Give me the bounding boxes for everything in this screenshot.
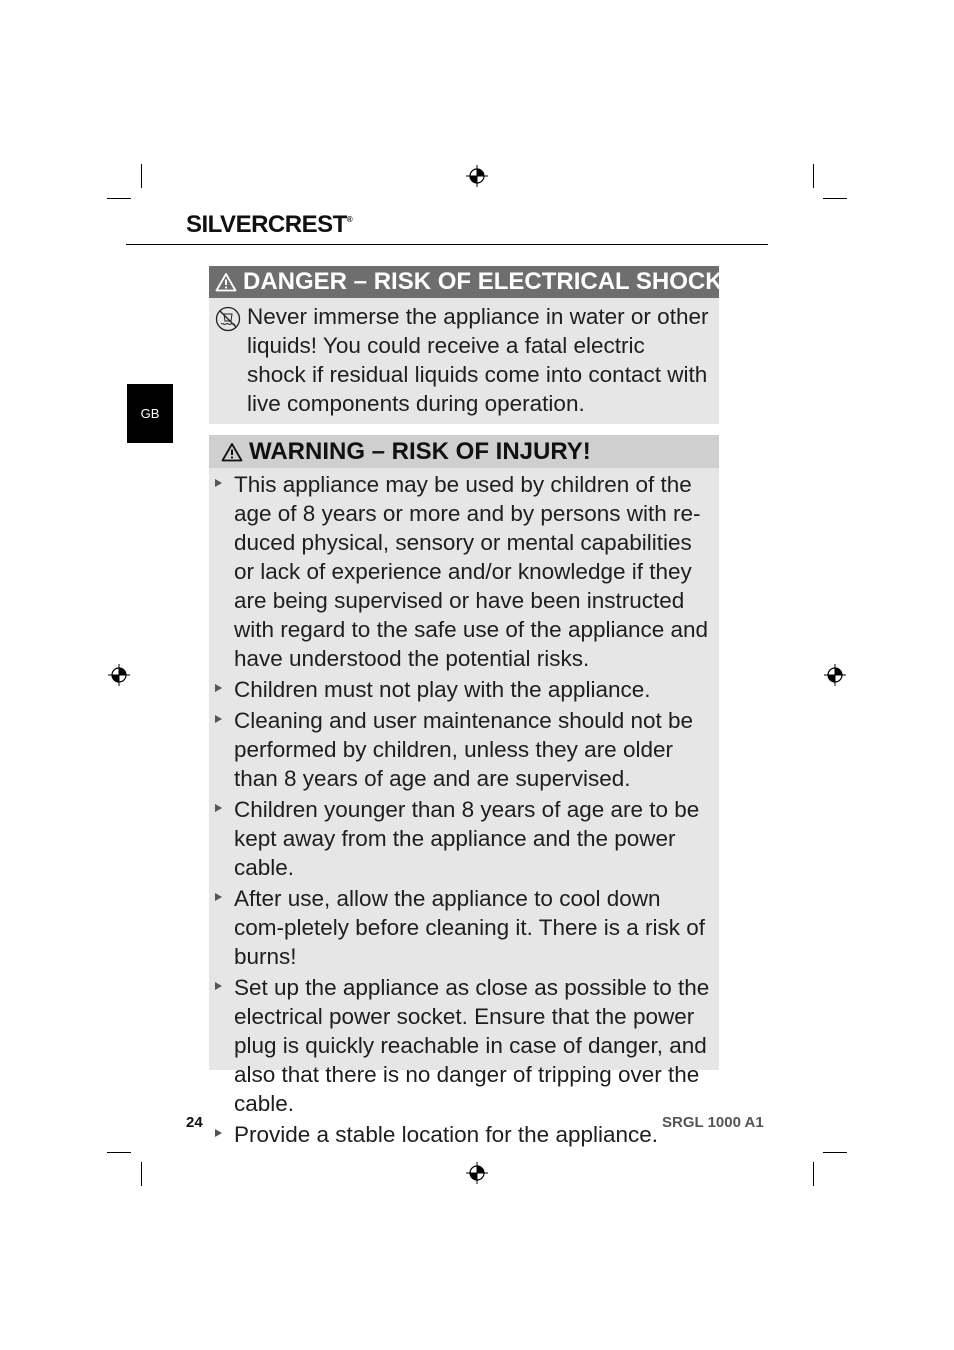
danger-heading-text: DANGER – RISK OF ELECTRICAL SHOCK! xyxy=(243,268,731,295)
warning-triangle-icon xyxy=(221,442,243,462)
crop-mark xyxy=(823,1152,847,1153)
warning-heading-text: WARNING – RISK OF INJURY! xyxy=(249,437,591,465)
list-item: Children must not play with the appliance. xyxy=(234,675,713,704)
danger-notice xyxy=(209,266,731,424)
registration-mark-icon xyxy=(108,664,130,686)
registration-mark-icon xyxy=(466,165,488,187)
warning-heading xyxy=(209,435,719,468)
list-item: This appliance may be used by children of the age of 8 years or more and by persons with re-duced physical, sensory or mental capabilities or lack of experience and/or knowledge if they are being supervised or have been instructed with regard to the safe use of the appliance and have understood the potential risks. xyxy=(234,470,713,673)
brand-logo: SILVERCREST® xyxy=(186,211,353,238)
header-rule xyxy=(126,244,768,245)
bullet-arrow-icon xyxy=(215,893,222,901)
bullet-arrow-icon xyxy=(215,1129,222,1137)
crop-mark xyxy=(141,1162,142,1186)
language-tab-label: GB xyxy=(140,406,160,421)
crop-mark xyxy=(141,164,142,188)
list-item: Set up the appliance as close as possible to the electrical power socket. Ensure that the power plug is quickly reachable in case of danger, and also that there is no danger of tripping over the cable. xyxy=(234,973,713,1118)
danger-heading xyxy=(209,266,731,298)
bullet-arrow-icon xyxy=(215,479,222,487)
crop-mark xyxy=(823,198,847,199)
danger-text: Never immerse the appliance in water or other liquids! You could receive a fatal electric shock if residual liquids come into contact with live components during operation. xyxy=(247,304,709,416)
bullet-arrow-icon xyxy=(215,684,222,692)
registration-mark-icon xyxy=(466,1162,488,1184)
warning-list xyxy=(209,468,719,1149)
language-tab xyxy=(127,384,173,443)
registration-mark-icon xyxy=(824,664,846,686)
list-item: Cleaning and user maintenance should not be performed by children, unless they are older than 8 years of age and are supervised. xyxy=(234,706,713,793)
bullet-arrow-icon xyxy=(215,982,222,990)
crop-mark xyxy=(107,1152,131,1153)
bullet-arrow-icon xyxy=(215,804,222,812)
no-immersion-icon xyxy=(215,306,241,332)
model-number: SRGL 1000 A1 xyxy=(662,1114,764,1131)
list-item: Provide a stable location for the appliance. xyxy=(234,1120,713,1149)
warning-triangle-icon xyxy=(215,272,237,292)
crop-mark xyxy=(813,1162,814,1186)
crop-mark xyxy=(813,164,814,188)
danger-body xyxy=(209,298,719,418)
crop-mark xyxy=(107,198,131,199)
list-item: After use, allow the appliance to cool down com-pletely before cleaning it. There is a risk of burns! xyxy=(234,884,713,971)
bullet-arrow-icon xyxy=(215,715,222,723)
page-number: 24 xyxy=(186,1114,203,1131)
list-item: Children younger than 8 years of age are to be kept away from the appliance and the power cable. xyxy=(234,795,713,882)
